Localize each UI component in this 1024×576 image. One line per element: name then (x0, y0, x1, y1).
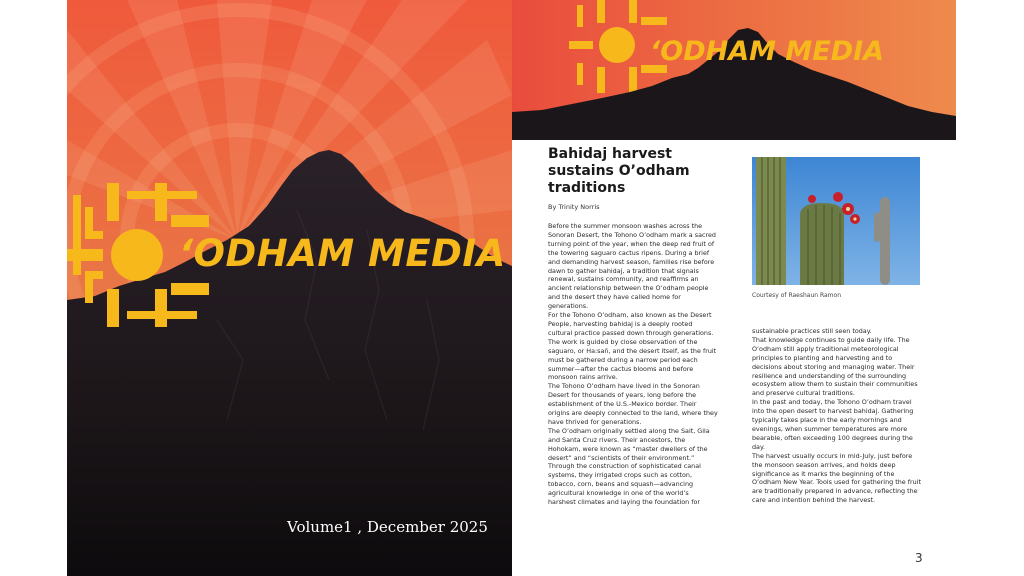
magazine-cover (67, 0, 512, 576)
article-paragraph: Before the summer monsoon washes across the Sonoran Desert, the Tohono O’odham mark a sacred turning point of the year, when the deep red fruit of the towering saguaro cactus ripens. During a brief and demanding harvest season, families rise before dawn to gather bahidaj, a tradition that signals renewal, sustains community, and reaffirms an ancient relationship between the O’odham people and the desert they have called home for generations. (548, 222, 716, 311)
article-paragraph: sustainable practices still seen today. (752, 327, 872, 335)
banner-artwork (512, 0, 956, 140)
article-paragraph: In the past and today, the Tohono O’odham travel into the open desert to harvest bahidaj. Gathering typically takes place in the early mornings and evenings, when summer temperatures are more bearable, often exceeding 100 degrees during the day. (752, 398, 914, 451)
article-column-right (752, 327, 922, 505)
article-paragraph: For the Tohono O’odham, also known as the Desert People, harvesting bahidaj is a deeply rooted cultural practice passed down through generations. The work is guided by close observation of the saguaro, or Ha:sañ, and the desert itself, as the fruit must be gathered during a narrow period each summer—after the cactus blooms and before monsoon rains arrive. (548, 311, 717, 382)
cover-volume-date: Volume1 , December 2025 (287, 518, 488, 536)
cover-masthead-title: ‘ODHAM MEDIA (179, 232, 506, 275)
page-number: 3 (915, 551, 923, 565)
article-page (512, 0, 956, 576)
article-paragraph: The O’odham originally settled along the Salt, Gila and Santa Cruz rivers. Their ancestors, the Hohokam, were known as “master dwellers of the desert” and “scientists of their environment.” Through the construction of sophisticated canal systems, they irrigated crops such as cotton, tobacco, corn, beans and squash—advancing agricultural knowledge in one of the world’s harshest climates and laying the foundation for (548, 426, 710, 507)
saguaro-photo (752, 157, 920, 285)
article-headline: Bahidaj harvest sustains O’odham traditions (548, 146, 690, 196)
photo-caption: Courtesy of Raeshaun Ramon (752, 292, 842, 299)
article-column-left (548, 222, 718, 507)
article-paragraph: That knowledge continues to guide daily life. The O’odham still apply traditional meteorological principles to planting and harvesting and to decisions about storing and managing water. Their resilience and understanding of the surrounding ecosystem allow them to sustain their communities and preserve cultural traditions. (752, 335, 918, 398)
article-paragraph: The harvest usually occurs in mid-July, just before the monsoon season arrives, and holds deep significance as it marks the beginning of the O’odham New Year. Tools used for gathering the fruit are traditionally prepared in advance, reflecting the care and intention behind the harvest. (752, 451, 921, 505)
article-banner (512, 0, 956, 140)
cover-artwork (67, 0, 512, 576)
article-paragraph: The Tohono O’odham have lived in the Sonoran Desert for thousands of years, long before the establishment of the U.S.-Mexico border. Their origins are deeply connected to the land, where they have thrived for generations. (548, 382, 718, 426)
saguaro-cactus-image (752, 157, 920, 285)
article-byline: By Trinity Norris (548, 203, 600, 211)
banner-masthead-title: ‘ODHAM MEDIA (650, 36, 885, 67)
